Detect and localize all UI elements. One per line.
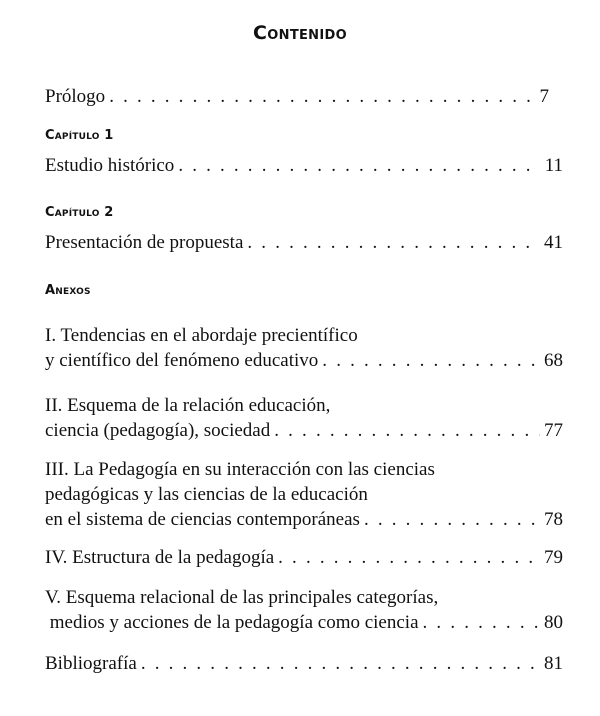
toc-page-number: 78 xyxy=(544,509,563,530)
dot-leader xyxy=(364,507,540,532)
toc-entry-label: Bibliografía xyxy=(45,653,137,674)
dot-leader xyxy=(322,348,540,373)
toc-entry-label: medios y acciones de la pedagogía como ciencia xyxy=(45,612,419,633)
toc-page-number: 41 xyxy=(544,232,563,253)
toc-entry-label: Presentación de propuesta xyxy=(45,232,244,253)
toc-entry-prologue xyxy=(45,84,563,109)
dot-leader xyxy=(178,153,540,178)
toc-entry-annex-3 xyxy=(45,457,563,532)
toc-page-number: 68 xyxy=(544,350,563,371)
toc-entry-line: V. Esquema relacional de las principales categorías, xyxy=(45,587,439,608)
toc-entry-label: ciencia (pedagogía), sociedad xyxy=(45,420,271,441)
toc-entry-line: III. La Pedagogía en su interacción con las ciencias xyxy=(45,459,435,480)
toc-entry-annex-4 xyxy=(45,545,563,570)
chapter-1-heading: Capítulo 1 xyxy=(45,128,114,143)
dot-leader xyxy=(141,651,540,676)
toc-entry-label: IV. Estructura de la pedagogía xyxy=(45,547,275,568)
toc-entry-label: Estudio histórico xyxy=(45,155,175,176)
toc-page-number: 77 xyxy=(544,420,563,441)
toc-page-number: 7 xyxy=(539,86,549,107)
toc-entry-label: en el sistema de ciencias contemporáneas xyxy=(45,509,360,530)
toc-page-number: 81 xyxy=(544,653,563,674)
toc-entry-line: pedagógicas y las ciencias de la educación xyxy=(45,484,368,505)
toc-entry-bibliography xyxy=(45,651,563,676)
dot-leader xyxy=(423,610,540,635)
dot-leader xyxy=(109,84,535,109)
dot-leader xyxy=(247,230,540,255)
annexes-heading: Anexos xyxy=(45,283,91,298)
toc-page-number: 80 xyxy=(544,612,563,633)
toc-entry-label: Prólogo xyxy=(45,86,106,107)
dot-leader xyxy=(274,418,540,443)
chapter-2-heading: Capítulo 2 xyxy=(45,205,114,220)
toc-entry-annex-1 xyxy=(45,323,563,373)
toc-entry-line: I. Tendencias en el abordaje precientífico xyxy=(45,325,358,346)
toc-entry-annex-2 xyxy=(45,393,563,443)
page-title: Contenido xyxy=(253,22,347,44)
toc-entry-chapter-2 xyxy=(45,230,563,255)
toc-entry-label: y científico del fenómeno educativo xyxy=(45,350,319,371)
toc-entry-line: II. Esquema de la relación educación, xyxy=(45,395,331,416)
toc-page-number: 79 xyxy=(544,547,563,568)
dot-leader xyxy=(278,545,540,570)
toc-entry-chapter-1 xyxy=(45,153,563,178)
toc-entry-annex-5 xyxy=(45,585,563,635)
toc-page-number: 11 xyxy=(544,155,563,176)
